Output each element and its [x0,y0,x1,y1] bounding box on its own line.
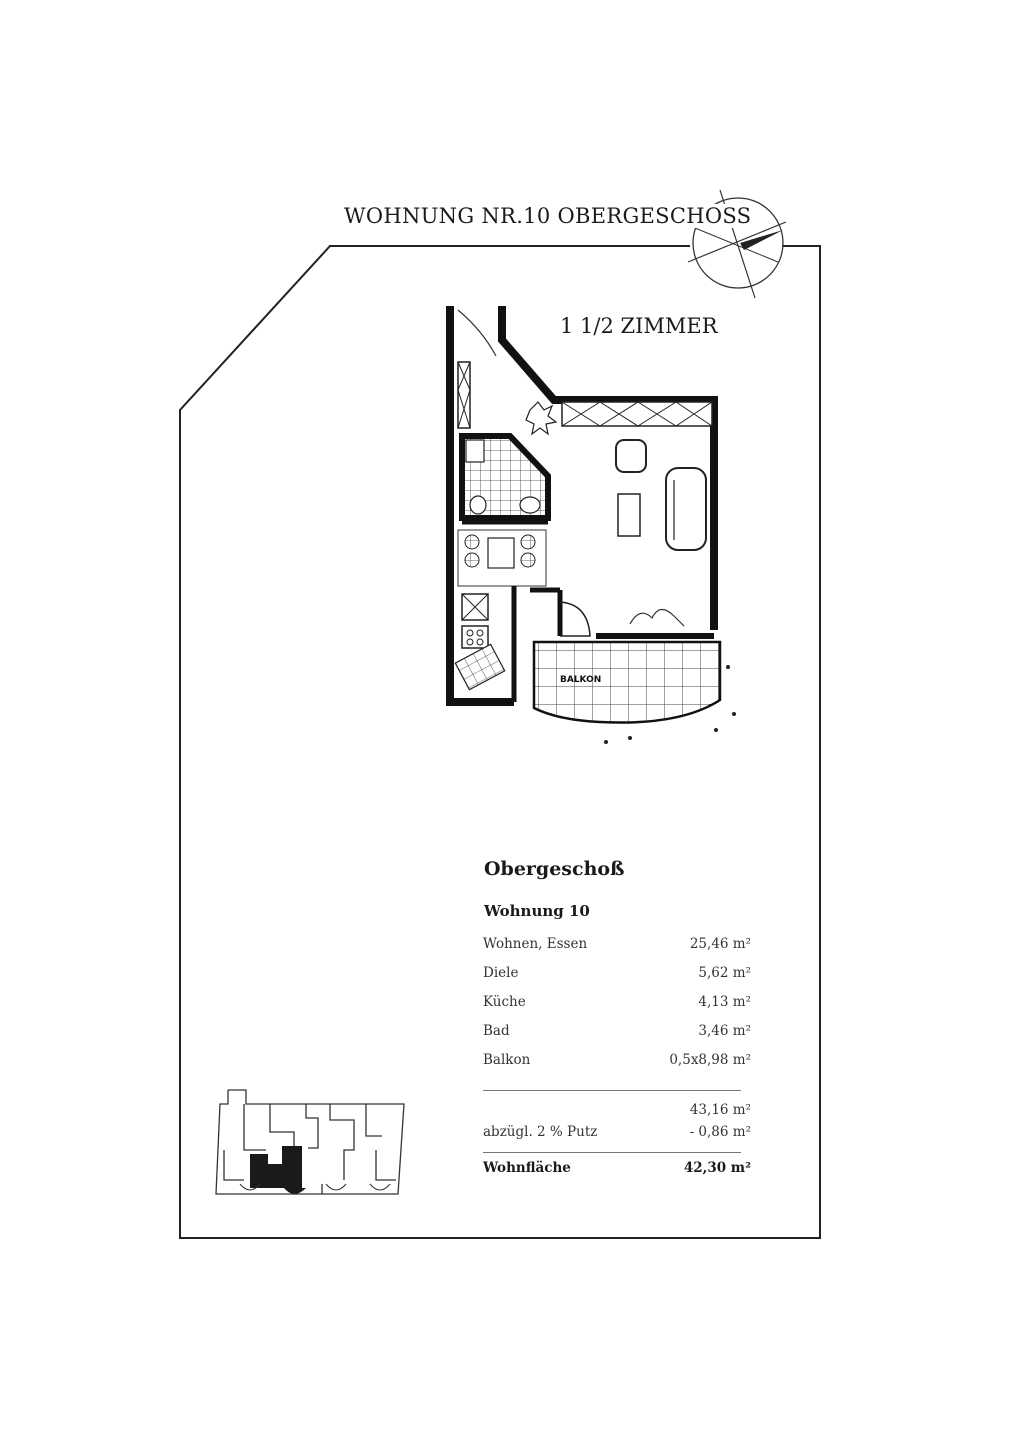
area-row-value: 0,5x8,98 m² [669,1052,751,1068]
dining-table-icon [488,538,514,568]
balcony-door-swing [560,602,590,636]
balcony-label: BALKON [560,675,602,685]
area-row-value: 3,46 m² [698,1023,751,1039]
area-row-label: Wohnen, Essen [483,936,588,952]
building-key-plan [210,1080,410,1210]
unit-highlight [250,1146,302,1188]
room-count-label: 1 1/2 ZIMMER [560,314,718,338]
subtotal-value: 43,16 m² [689,1102,751,1118]
deduction-value: - 0,86 m² [689,1124,751,1140]
total-value: 42,30 m² [683,1160,751,1176]
unit-heading: Wohnung 10 [484,902,590,920]
sofa-icon [666,468,706,550]
total-label: Wohnfläche [483,1160,571,1176]
floor-plan [430,290,760,760]
armchair-icon [616,440,646,472]
divider [483,1090,741,1091]
area-row-value: 25,46 m² [689,936,751,952]
area-row-label: Küche [483,994,526,1010]
entry-door-swing [458,310,496,356]
area-row-label: Bad [483,1023,510,1039]
sink-icon [455,644,504,689]
deduction-label: abzügl. 2 % Putz [483,1124,598,1140]
plant-icon [526,402,556,434]
area-row-label: Balkon [483,1052,531,1068]
area-row-value: 5,62 m² [698,965,751,981]
page-title: WOHNUNG NR.10 OBERGESCHOSS [340,204,755,228]
divider [483,1152,741,1153]
area-row-value: 4,13 m² [698,994,751,1010]
floor-heading: Obergeschoß [484,858,625,880]
stove-icon [462,626,488,648]
table-icon [618,494,640,536]
area-row-label: Diele [483,965,519,981]
